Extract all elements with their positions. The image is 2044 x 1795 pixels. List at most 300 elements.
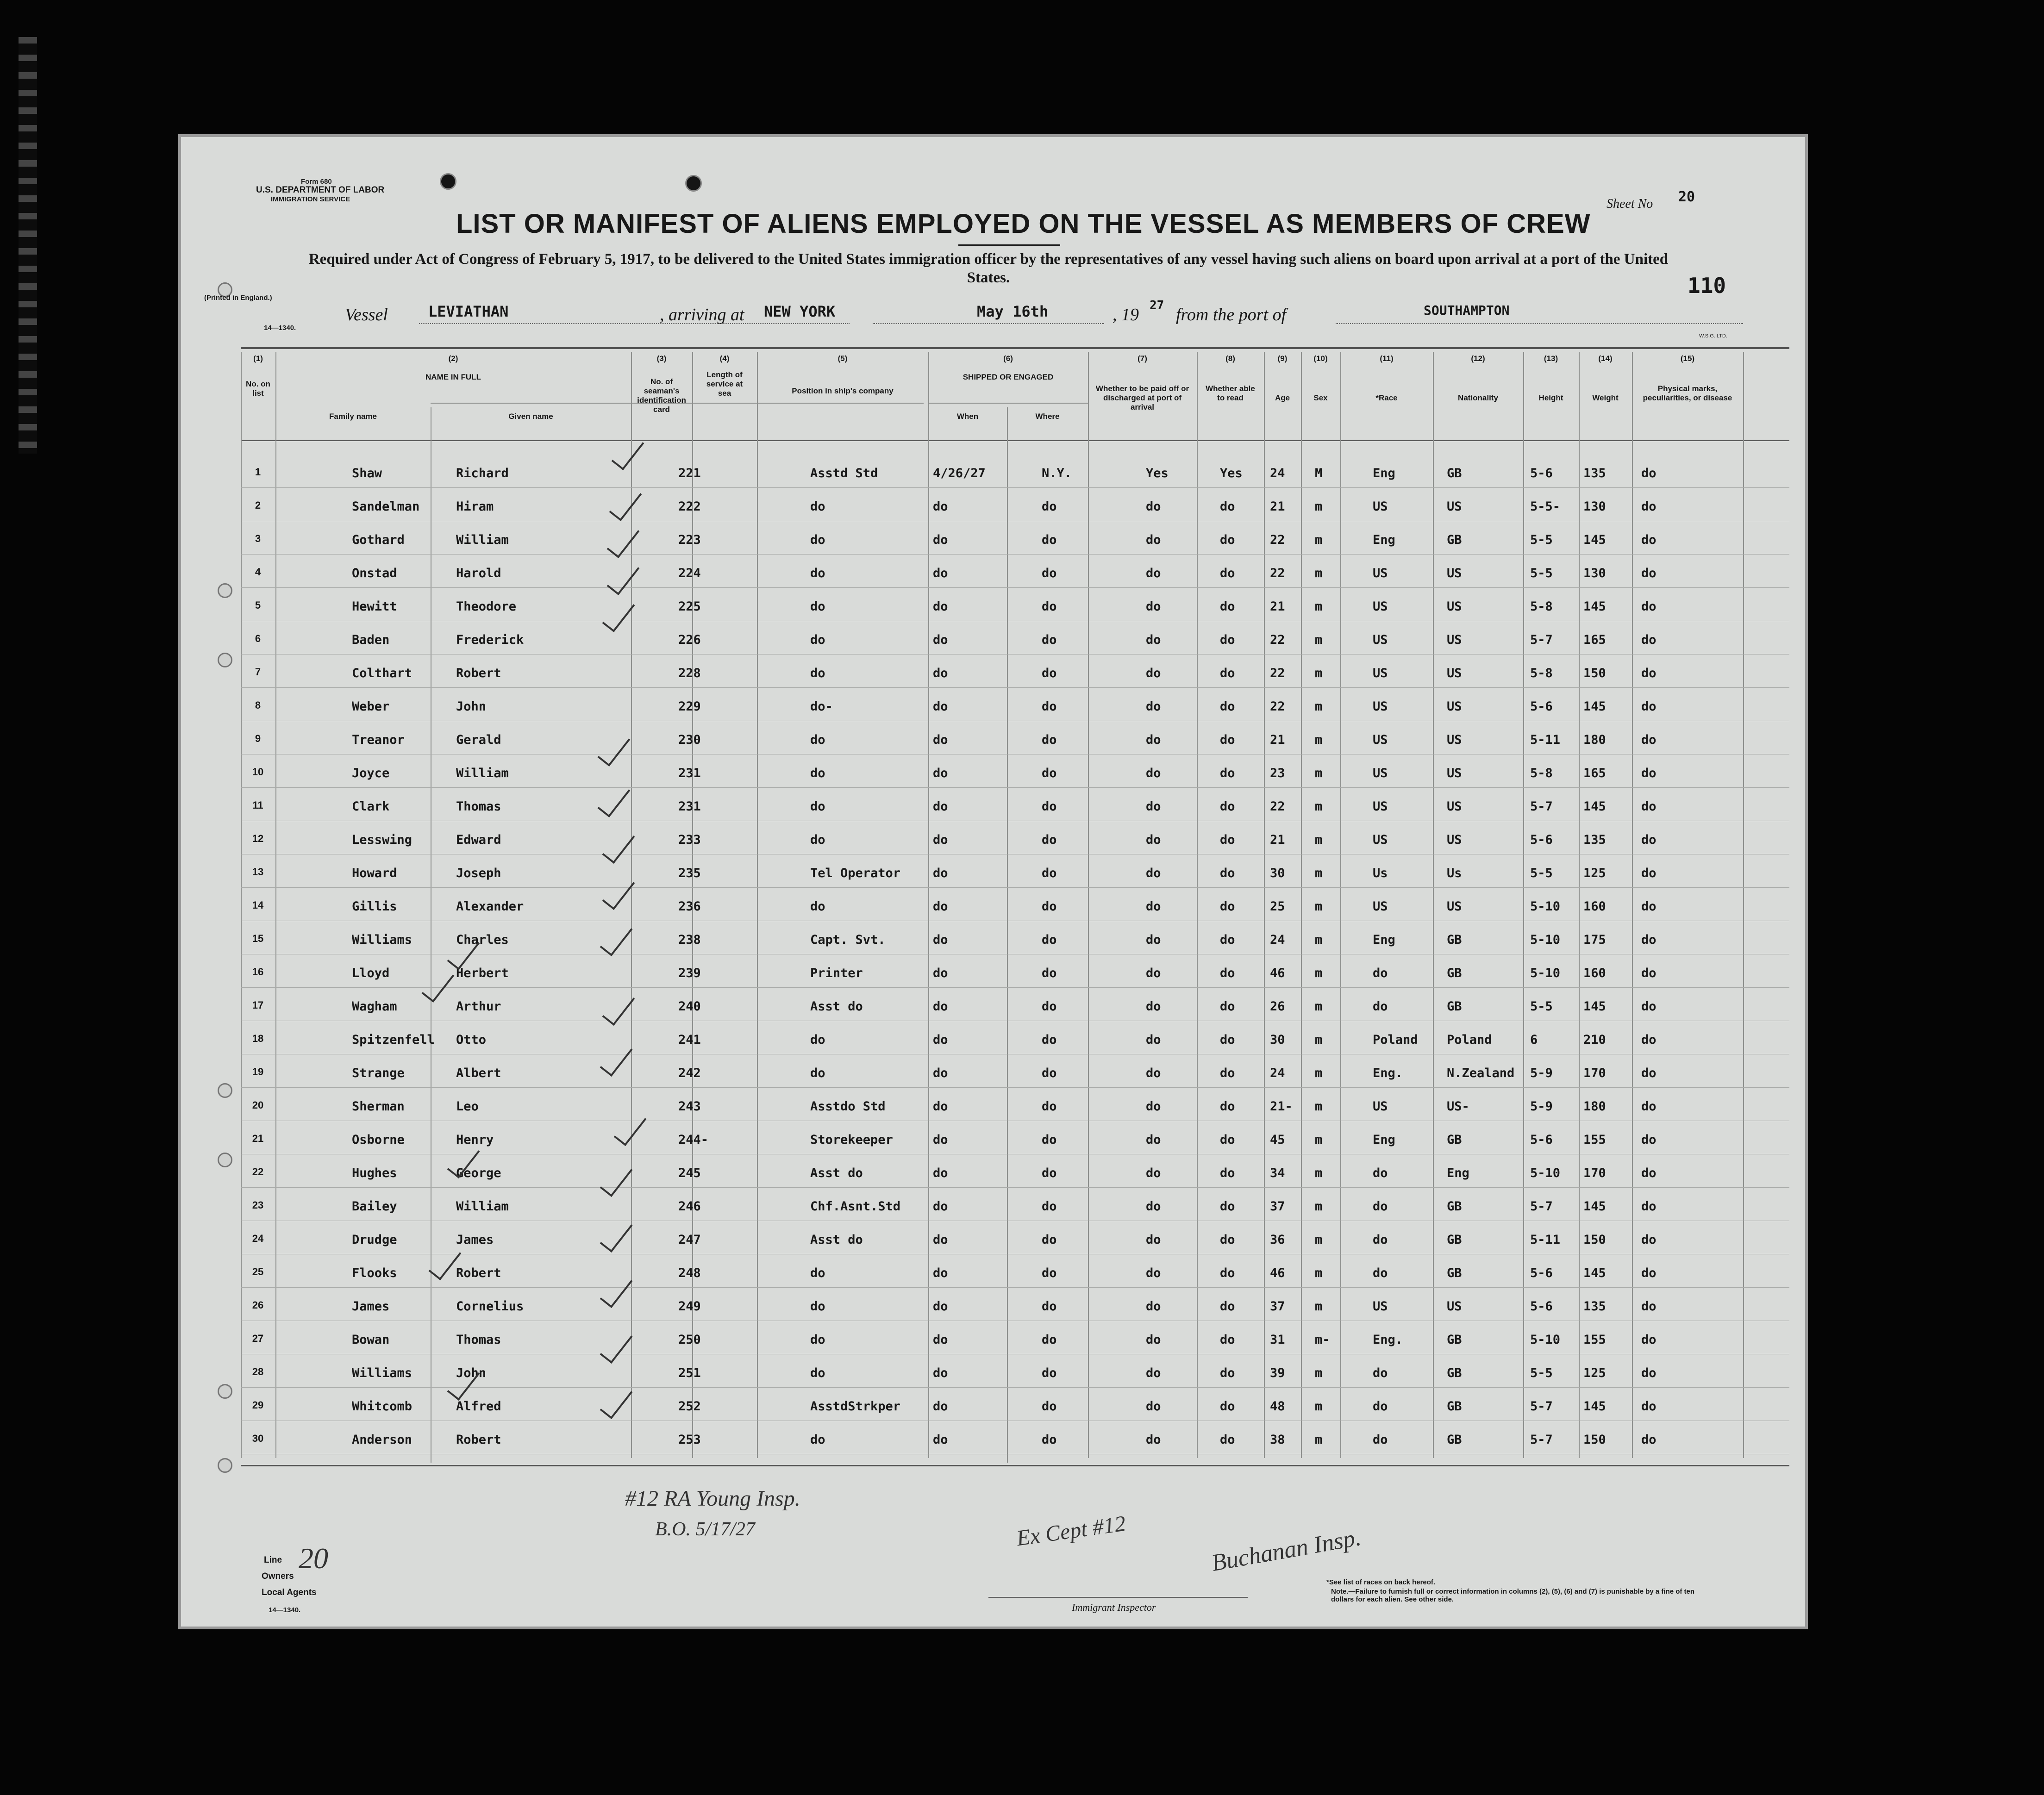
cell-family: Clark <box>352 799 390 814</box>
cell-position: do <box>810 633 825 647</box>
cell-where: do <box>1042 1033 1057 1047</box>
cell-where: do <box>1042 1133 1057 1147</box>
cell-no: 22 <box>252 1166 264 1178</box>
cell-age: 23 <box>1270 766 1285 780</box>
cell-family: Sandelman <box>352 499 420 514</box>
table-row <box>178 1222 1808 1257</box>
col-2-number: (2) <box>448 354 458 363</box>
cell-paid: do <box>1146 533 1161 547</box>
cell-no: 24 <box>252 1233 264 1244</box>
cell-given: George <box>456 1166 501 1180</box>
cell-paid: do <box>1146 833 1161 847</box>
arrival-port: NEW YORK <box>764 303 836 320</box>
cell-nat: US <box>1447 1299 1462 1314</box>
cell-when: do <box>933 1033 948 1047</box>
cell-marks: do <box>1641 933 1656 947</box>
cell-given: Hiram <box>456 499 494 514</box>
cell-weight: 175 <box>1583 933 1606 947</box>
cell-no: 17 <box>252 999 264 1011</box>
cell-position: Tel Operator <box>810 866 901 880</box>
cell-card: 229 <box>678 699 701 714</box>
cell-race: do <box>1373 999 1388 1014</box>
cell-race: US <box>1373 766 1388 780</box>
cell-age: 25 <box>1270 899 1285 914</box>
cell-where: do <box>1042 1166 1057 1180</box>
cell-sex: m <box>1315 533 1323 547</box>
cell-given: Robert <box>456 1266 501 1280</box>
cell-weight: 170 <box>1583 1066 1606 1080</box>
cell-weight: 145 <box>1583 533 1606 547</box>
cell-height: 5-10 <box>1530 1166 1561 1180</box>
cell-marks: do <box>1641 1099 1656 1114</box>
printer-code: W.S.G. LTD. <box>1699 333 1727 339</box>
cell-position: do <box>810 666 825 680</box>
cell-nat: N.Zealand <box>1447 1066 1515 1080</box>
cell-read: do <box>1220 1133 1235 1147</box>
cell-paid: do <box>1146 966 1161 980</box>
cell-sex: M <box>1315 466 1323 480</box>
cell-when: do <box>933 1399 948 1414</box>
cell-age: 48 <box>1270 1399 1285 1414</box>
cell-read: do <box>1220 1333 1235 1347</box>
cell-given: Cornelius <box>456 1299 524 1314</box>
family-name-header: Family name <box>329 412 377 421</box>
cell-card: 222 <box>678 499 701 514</box>
cell-race: do <box>1373 1233 1388 1247</box>
cell-weight: 165 <box>1583 766 1606 780</box>
given-name-header: Given name <box>508 412 553 421</box>
cell-no: 25 <box>252 1266 264 1278</box>
cell-age: 34 <box>1270 1166 1285 1180</box>
cell-given: Henry <box>456 1133 494 1147</box>
cell-position: do- <box>810 699 833 714</box>
cell-paid: do <box>1146 666 1161 680</box>
cell-when: do <box>933 966 948 980</box>
cell-paid: do <box>1146 766 1161 780</box>
scan-edge <box>19 37 37 454</box>
table-row <box>178 1122 1808 1157</box>
cell-marks: do <box>1641 1266 1656 1280</box>
cell-nat: US <box>1447 566 1462 580</box>
cell-no: 16 <box>252 966 264 978</box>
cell-nat: US <box>1447 599 1462 614</box>
cell-family: Bailey <box>352 1199 397 1214</box>
cell-where: do <box>1042 1233 1057 1247</box>
cell-when: 4/26/27 <box>933 466 986 480</box>
cell-paid: do <box>1146 1133 1161 1147</box>
cell-sex: m- <box>1315 1333 1330 1347</box>
cell-paid: do <box>1146 699 1161 714</box>
col-1-header: No. on list <box>246 380 270 398</box>
cell-family: Shaw <box>352 466 382 480</box>
cell-sex: m <box>1315 1199 1323 1214</box>
cell-no: 28 <box>252 1366 264 1377</box>
cell-when: do <box>933 699 948 714</box>
document-title: LIST OR MANIFEST OF ALIENS EMPLOYED ON THE VESSEL AS MEMBERS OF CREW <box>456 209 1591 239</box>
cell-paid: do <box>1146 566 1161 580</box>
col-10-number: (10) <box>1313 354 1328 363</box>
col-4-header: Length of service at sea <box>706 370 743 398</box>
cell-weight: 150 <box>1583 1433 1606 1447</box>
cell-race: Eng. <box>1373 1066 1403 1080</box>
cell-card: 231 <box>678 766 701 780</box>
sheet-label: Sheet No <box>1606 197 1653 211</box>
table-row <box>178 1189 1808 1223</box>
cell-nat: GB <box>1447 1199 1462 1214</box>
port-underline <box>1336 323 1743 324</box>
cell-weight: 155 <box>1583 1133 1606 1147</box>
cell-card: 224 <box>678 566 701 580</box>
cell-nat: GB <box>1447 933 1462 947</box>
cell-card: 253 <box>678 1433 701 1447</box>
cell-sex: m <box>1315 1066 1323 1080</box>
cell-paid: do <box>1146 633 1161 647</box>
cell-read: do <box>1220 1299 1235 1314</box>
cell-sex: m <box>1315 699 1323 714</box>
cell-age: 36 <box>1270 1233 1285 1247</box>
cell-paid: do <box>1146 733 1161 747</box>
table-row <box>178 1056 1808 1090</box>
cell-read: do <box>1220 1199 1235 1214</box>
cell-card: 249 <box>678 1299 701 1314</box>
shipped-subheader-rule <box>928 403 1088 404</box>
col-6-header: SHIPPED OR ENGAGED <box>963 373 1054 381</box>
cell-marks: do <box>1641 666 1656 680</box>
cell-height: 5-9 <box>1530 1099 1553 1114</box>
cell-where: do <box>1042 766 1057 780</box>
cell-weight: 210 <box>1583 1033 1606 1047</box>
cell-race: Poland <box>1373 1033 1418 1047</box>
cell-when: do <box>933 766 948 780</box>
punch-hole <box>218 1458 232 1473</box>
cell-height: 5-5 <box>1530 999 1553 1014</box>
cell-nat: GB <box>1447 1366 1462 1380</box>
cell-weight: 125 <box>1583 1366 1606 1380</box>
cell-no: 14 <box>252 899 264 911</box>
cell-paid: do <box>1146 499 1161 514</box>
cell-sex: m <box>1315 733 1323 747</box>
line-label: Line <box>264 1555 282 1565</box>
print-code: 14—1340. <box>264 324 296 332</box>
cell-age: 26 <box>1270 999 1285 1014</box>
row-rule <box>241 887 1789 888</box>
cell-age: 45 <box>1270 1133 1285 1147</box>
department-name: U.S. DEPARTMENT OF LABOR <box>256 185 385 195</box>
cell-read: do <box>1220 1433 1235 1447</box>
cell-race: US <box>1373 833 1388 847</box>
cell-weight: 160 <box>1583 899 1606 914</box>
cell-weight: 145 <box>1583 799 1606 814</box>
cell-nat: US <box>1447 733 1462 747</box>
owners-label: Owners <box>262 1571 294 1581</box>
cell-age: 46 <box>1270 1266 1285 1280</box>
cell-where: do <box>1042 1333 1057 1347</box>
cell-position: Asst do <box>810 1233 863 1247</box>
cell-marks: do <box>1641 1233 1656 1247</box>
cell-position: do <box>810 599 825 614</box>
cell-sex: m <box>1315 1233 1323 1247</box>
cell-card: 230 <box>678 733 701 747</box>
cell-sex: m <box>1315 566 1323 580</box>
cell-given: Charles <box>456 933 509 947</box>
cell-height: 5-7 <box>1530 633 1553 647</box>
col-12-number: (12) <box>1471 354 1485 363</box>
cell-nat: GB <box>1447 966 1462 980</box>
cell-race: US <box>1373 599 1388 614</box>
col-13-header: Height <box>1538 393 1563 402</box>
cell-age: 30 <box>1270 1033 1285 1047</box>
cell-where: do <box>1042 1299 1057 1314</box>
cell-marks: do <box>1641 866 1656 880</box>
cell-paid: do <box>1146 1233 1161 1247</box>
col-2-header: NAME IN FULL <box>425 373 481 381</box>
cell-family: Howard <box>352 866 397 880</box>
cell-read: do <box>1220 633 1235 647</box>
cell-sex: m <box>1315 1266 1323 1280</box>
table-row <box>178 756 1808 790</box>
cell-race: do <box>1373 1399 1388 1414</box>
cell-family: Gothard <box>352 533 405 547</box>
cell-weight: 130 <box>1583 499 1606 514</box>
cell-given: Herbert <box>456 966 509 980</box>
cell-when: do <box>933 833 948 847</box>
cell-race: US <box>1373 633 1388 647</box>
cell-read: do <box>1220 499 1235 514</box>
cell-read: do <box>1220 766 1235 780</box>
cell-where: do <box>1042 933 1057 947</box>
cell-height: 5-7 <box>1530 1399 1553 1414</box>
cell-paid: do <box>1146 1433 1161 1447</box>
cell-nat: GB <box>1447 1266 1462 1280</box>
cell-given: Robert <box>456 1433 501 1447</box>
cell-given: Robert <box>456 666 501 680</box>
cell-nat: US- <box>1447 1099 1469 1114</box>
cell-family: Wagham <box>352 999 397 1014</box>
cell-given: Thomas <box>456 1333 501 1347</box>
cell-when: do <box>933 1333 948 1347</box>
cell-marks: do <box>1641 966 1656 980</box>
cell-family: Drudge <box>352 1233 397 1247</box>
cell-height: 5-10 <box>1530 966 1561 980</box>
handwritten-count: 20 <box>299 1542 328 1575</box>
cell-race: US <box>1373 733 1388 747</box>
cell-age: 24 <box>1270 1066 1285 1080</box>
col-11-header: *Race <box>1375 393 1398 402</box>
cell-nat: GB <box>1447 1133 1462 1147</box>
col-14-number: (14) <box>1598 354 1613 363</box>
cell-race: US <box>1373 1299 1388 1314</box>
cell-read: do <box>1220 799 1235 814</box>
cell-marks: do <box>1641 1033 1656 1047</box>
cell-weight: 155 <box>1583 1333 1606 1347</box>
cell-given: Gerald <box>456 733 501 747</box>
cell-when: do <box>933 1166 948 1180</box>
cell-weight: 135 <box>1583 466 1606 480</box>
cell-card: 252 <box>678 1399 701 1414</box>
cell-given: Albert <box>456 1066 501 1080</box>
cell-paid: do <box>1146 933 1161 947</box>
handwritten-exception-note: Ex Cept #12 <box>1015 1511 1127 1551</box>
cell-weight: 180 <box>1583 1099 1606 1114</box>
cell-card: 239 <box>678 966 701 980</box>
cell-marks: do <box>1641 833 1656 847</box>
cell-paid: do <box>1146 1333 1161 1347</box>
cell-family: Gillis <box>352 899 397 914</box>
cell-given: Frederick <box>456 633 524 647</box>
cell-where: N.Y. <box>1042 466 1072 480</box>
cell-read: do <box>1220 999 1235 1014</box>
cell-where: do <box>1042 1199 1057 1214</box>
cell-position: Asst do <box>810 1166 863 1180</box>
cell-race: Eng <box>1373 533 1395 547</box>
cell-no: 5 <box>255 599 261 611</box>
cell-given: Richard <box>456 466 509 480</box>
cell-sex: m <box>1315 1133 1323 1147</box>
cell-no: 12 <box>252 833 264 844</box>
cell-where: do <box>1042 1266 1057 1280</box>
cell-nat: US <box>1447 499 1462 514</box>
row-rule <box>241 787 1789 788</box>
cell-where: do <box>1042 966 1057 980</box>
cell-where: do <box>1042 866 1057 880</box>
cell-marks: do <box>1641 599 1656 614</box>
year-suffix: 27 <box>1150 299 1164 312</box>
cell-height: 5-5- <box>1530 499 1561 514</box>
cell-family: Lesswing <box>352 833 413 847</box>
table-row <box>178 1256 1808 1290</box>
vessel-name: LEVIATHAN <box>428 303 509 320</box>
cell-age: 22 <box>1270 566 1285 580</box>
cell-paid: do <box>1146 799 1161 814</box>
row-rule <box>241 554 1789 555</box>
cell-weight: 180 <box>1583 733 1606 747</box>
cell-height: 5-8 <box>1530 599 1553 614</box>
row-rule <box>241 1287 1789 1288</box>
cell-given: Alfred <box>456 1399 501 1414</box>
cell-weight: 135 <box>1583 833 1606 847</box>
cell-read: do <box>1220 833 1235 847</box>
cell-paid: Yes <box>1146 466 1169 480</box>
cell-position: Asst do <box>810 999 863 1014</box>
cell-nat: US <box>1447 899 1462 914</box>
where-header: Where <box>1035 412 1060 421</box>
cell-family: Whitcomb <box>352 1399 413 1414</box>
cell-sex: m <box>1315 799 1323 814</box>
cell-family: Treanor <box>352 733 405 747</box>
cell-height: 5-11 <box>1530 733 1561 747</box>
cell-marks: do <box>1641 1399 1656 1414</box>
cell-height: 5-5 <box>1530 866 1553 880</box>
cell-sex: m <box>1315 499 1323 514</box>
col-5-header: Position in ship's company <box>792 386 894 395</box>
cell-given: James <box>456 1233 494 1247</box>
col-3-header: No. of seaman's identification card <box>637 377 686 414</box>
cell-where: do <box>1042 833 1057 847</box>
cell-no: 13 <box>252 866 264 878</box>
cell-race: US <box>1373 699 1388 714</box>
cell-when: do <box>933 1366 948 1380</box>
table-row <box>178 889 1808 923</box>
col-11-number: (11) <box>1380 354 1394 363</box>
cell-no: 2 <box>255 499 261 511</box>
cell-family: Bowan <box>352 1333 390 1347</box>
cell-age: 22 <box>1270 666 1285 680</box>
cell-weight: 130 <box>1583 566 1606 580</box>
cell-no: 7 <box>255 666 261 678</box>
stamp-number: 110 <box>1688 273 1726 298</box>
cell-age: 46 <box>1270 966 1285 980</box>
cell-age: 37 <box>1270 1199 1285 1214</box>
cell-no: 8 <box>255 699 261 711</box>
cell-race: do <box>1373 1166 1388 1180</box>
cell-sex: m <box>1315 599 1323 614</box>
cell-race: US <box>1373 799 1388 814</box>
cell-when: do <box>933 1299 948 1314</box>
cell-when: do <box>933 999 948 1014</box>
cell-marks: do <box>1641 1199 1656 1214</box>
cell-position: Storekeeper <box>810 1133 893 1147</box>
table-row <box>178 556 1808 590</box>
cell-race: US <box>1373 899 1388 914</box>
cell-read: do <box>1220 1033 1235 1047</box>
cell-position: do <box>810 1333 825 1347</box>
cell-family: Weber <box>352 699 390 714</box>
cell-race: do <box>1373 1199 1388 1214</box>
cell-given: Leo <box>456 1099 479 1114</box>
cell-position: AsstdStrkper <box>810 1399 901 1414</box>
cell-when: do <box>933 1266 948 1280</box>
cell-marks: do <box>1641 466 1656 480</box>
cell-when: do <box>933 666 948 680</box>
cell-where: do <box>1042 1366 1057 1380</box>
cell-age: 37 <box>1270 1299 1285 1314</box>
cell-position: do <box>810 1266 825 1280</box>
title-rule <box>958 244 1060 246</box>
cell-height: 5-10 <box>1530 899 1561 914</box>
table-row <box>178 589 1808 623</box>
cell-given: Joseph <box>456 866 501 880</box>
cell-family: Anderson <box>352 1433 413 1447</box>
cell-position: Asstdo Std <box>810 1099 886 1114</box>
cell-family: Lloyd <box>352 966 390 980</box>
col-14-header: Weight <box>1592 393 1619 402</box>
col-7-number: (7) <box>1138 354 1147 363</box>
cell-when: do <box>933 1099 948 1114</box>
cell-marks: do <box>1641 499 1656 514</box>
cell-weight: 145 <box>1583 1199 1606 1214</box>
cell-sex: m <box>1315 633 1323 647</box>
cell-weight: 145 <box>1583 1266 1606 1280</box>
cell-weight: 135 <box>1583 1299 1606 1314</box>
cell-sex: m <box>1315 1099 1323 1114</box>
cell-card: 223 <box>678 533 701 547</box>
col-13-number: (13) <box>1544 354 1558 363</box>
cell-nat: GB <box>1447 999 1462 1014</box>
cell-sex: m <box>1315 833 1323 847</box>
cell-family: Colthart <box>352 666 413 680</box>
cell-sex: m <box>1315 1166 1323 1180</box>
cell-sex: m <box>1315 1433 1323 1447</box>
cell-given: Edward <box>456 833 501 847</box>
cell-sex: m <box>1315 1299 1323 1314</box>
cell-given: John <box>456 1366 487 1380</box>
table-row <box>178 1389 1808 1423</box>
cell-read: do <box>1220 1233 1235 1247</box>
cell-read: do <box>1220 933 1235 947</box>
col-9-header: Age <box>1275 393 1290 402</box>
cell-race: Eng <box>1373 1133 1395 1147</box>
cell-card: 242 <box>678 1066 701 1080</box>
